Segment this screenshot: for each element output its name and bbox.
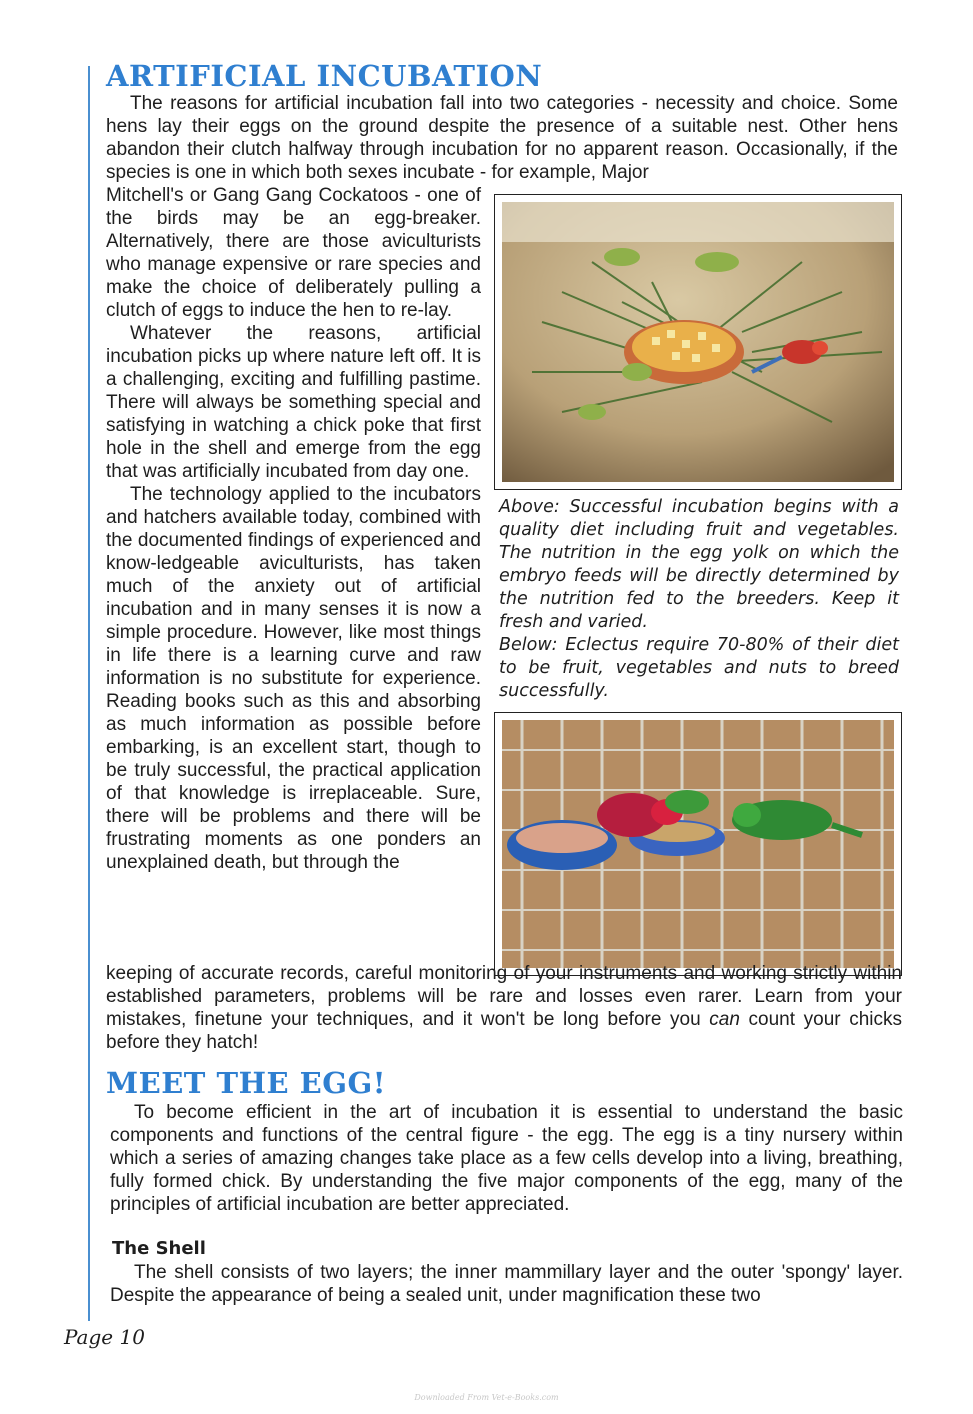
egg-intro-paragraph: To become efficient in the art of incubation it is essential to understand the basic components and functions of the central figure - the egg. The egg is a tiny nursery within which a series of amazing changes take place as a few cells develop into a living, breathing, fully formed chick. By understanding the five major components of the egg, many of the principles of artificial incubation are better appreciated. [110, 1102, 903, 1215]
continued-paragraph-text-2: count your chicks before they hatch! [106, 1009, 902, 1053]
left-column-paragraph-2: Whatever the reasons, artificial incubation picks up where nature left off. It is a challenging, exciting and fulfilling pastime. There will always be something special and satisfying in watching a chick poke that first hole in the shell and emerge from the egg that was artificially incubated from day one. [106, 323, 481, 482]
caption-above: Above: Successful incubation begins with a quality diet including fruit and vegetables. The nutrition in the egg yolk on which the embryo feeds will be directly determined by the nutrition fed to the breeders. Keep it fresh and varied. [499, 497, 899, 632]
section-heading-artificial-incubation: ARTIFICIAL INCUBATION [106, 59, 543, 93]
watermark: Downloaded From Vet-e-Books.com [414, 1393, 559, 1402]
left-column-paragraph-1: Mitchell's or Gang Gang Cockatoos - one of the birds may be an egg-breaker. Alternatively, there are those aviculturists who manage expensive or rare species and make the choice of deliberately pulling a clutch of eggs to induce the hen to re-lay. [106, 185, 481, 321]
left-column-text [106, 184, 481, 874]
section-heading-meet-the-egg: MEET THE EGG! [106, 1066, 387, 1100]
continued-paragraph-text-1: keeping of accurate records, careful monitoring of your instruments and working strictly within established parameters, problems will be rare and losses even rarer. Learn from your mistakes, finetune your techniques, and it won't be long before you [106, 963, 902, 1030]
photo-captions [499, 496, 899, 703]
shell-paragraph: The shell consists of two layers; the inner mammillary layer and the outer 'spongy' layer. Despite the appearance of being a sealed unit, under magnification these two [110, 1262, 903, 1306]
photo-eclectus-parrots-image [502, 720, 894, 968]
margin-rule [88, 66, 90, 1321]
subheading-the-shell: The Shell [112, 1238, 206, 1259]
caption-below: Below: Eclectus require 70-80% of their diet to be fruit, vegetables and nuts to breed successfully. [499, 635, 899, 701]
photo-eclectus-parrots [494, 712, 902, 976]
continued-paragraph [106, 962, 902, 1054]
photo-parrots-feeding [494, 194, 902, 490]
intro-paragraph: The reasons for artificial incubation fall into two categories - necessity and choice. Some hens lay their eggs on the ground despite the presence of a suitable nest. Other hens abandon their clutch halfway through incubation for no apparent reason. Occasionally, if the species is one in which both sexes incubate - for example, Major [106, 93, 898, 183]
photo-parrots-feeding-image [502, 202, 894, 482]
left-column-paragraph-3: The technology applied to the incubators and hatchers available today, combined with the documented findings of experienced and know-ledgeable aviculturists, has taken much of the anxiety out of artificial incubation and in many senses it is now a simple procedure. However, like most things in life there is a learning curve and raw information is no substitute for experience. Reading books such as this and absorbing as much information as possible before embarking, is an excellent start, though to be truly successful, the practical application of that knowledge is irreplaceable. Sure, there will be problems and there will be frustrating moments as one ponders an unexplained death, but through the [106, 484, 481, 873]
page-number: Page 10 [64, 1325, 145, 1349]
continued-paragraph-emphasis: can [709, 1009, 740, 1030]
